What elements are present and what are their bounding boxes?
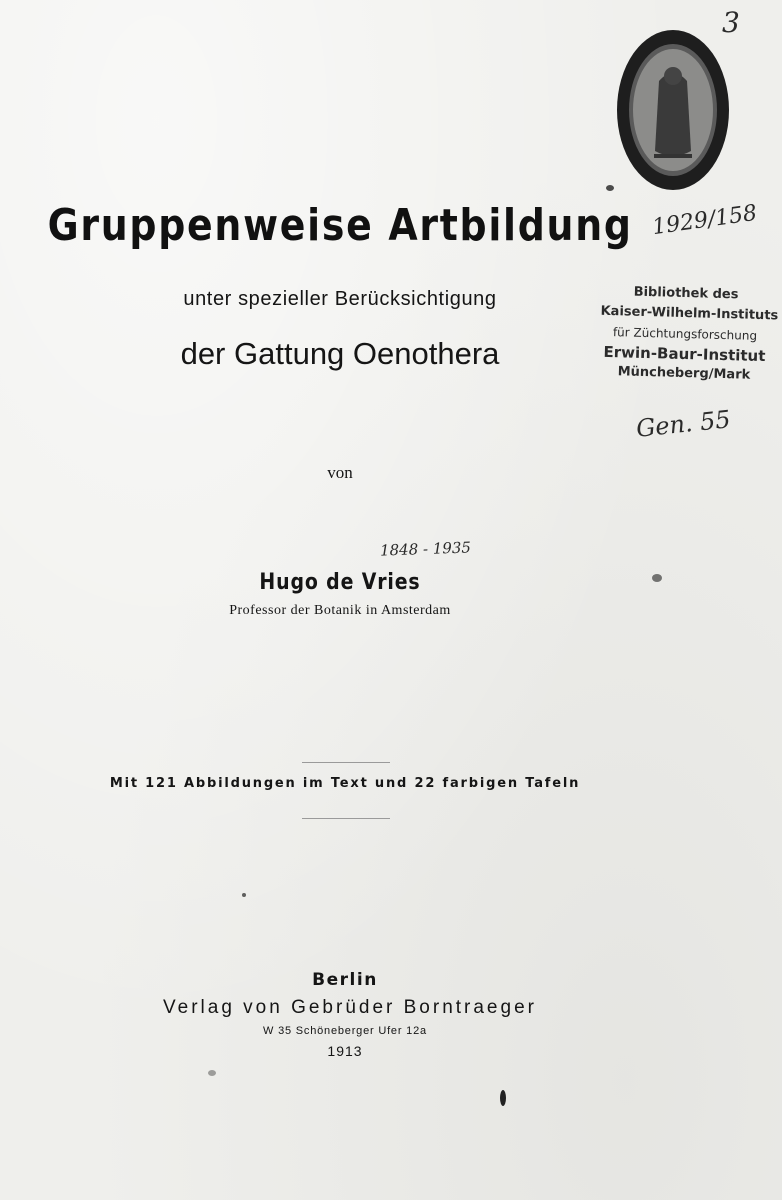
handwritten-shelfmark: Gen. 55 [634,405,732,443]
scan-speck [242,893,246,897]
library-seal-icon [614,26,732,194]
book-title: Gruppenweise Artbildung [47,200,633,251]
handwritten-page-number: 3 [722,6,740,39]
handwritten-accession-number: 1929/158 [650,200,759,241]
illustrations-note: Mit 121 Abbildungen im Text und 22 farbigen Tafeln [109,776,581,791]
publisher-address: W 35 Schöneberger Ufer 12a [263,1025,427,1037]
stamp-line-2: Kaiser-Wilhelm-Instituts [600,303,779,324]
stamp-line-4: Erwin-Baur-Institut [603,342,766,366]
author-affiliation: Professor der Botanik in Amsterdam [229,603,451,618]
publication-year: 1913 [327,1043,363,1059]
scan-speck [606,185,614,191]
subtitle-line-2: der Gattung Oenothera [180,336,500,371]
publisher-name: Verlag von Gebrüder Borntraeger [163,997,537,1018]
scan-speck [500,1090,506,1106]
author-name: Hugo de Vries [259,570,421,595]
scan-speck [208,1070,216,1076]
stamp-line-5: Müncheberg/Mark [617,364,751,383]
stamp-line-3: für Züchtungsforschung [612,325,758,343]
divider-bottom [302,818,390,819]
handwritten-author-dates: 1848 - 1935 [379,538,472,560]
scan-speck [652,574,662,582]
library-stamp [599,282,779,386]
by-label: von [327,463,353,482]
publication-city: Berlin [312,970,378,990]
subtitle-line-1: unter spezieller Berücksichtigung [183,288,497,310]
stamp-line-1: Bibliothek des [633,284,739,303]
divider-top [302,762,390,763]
